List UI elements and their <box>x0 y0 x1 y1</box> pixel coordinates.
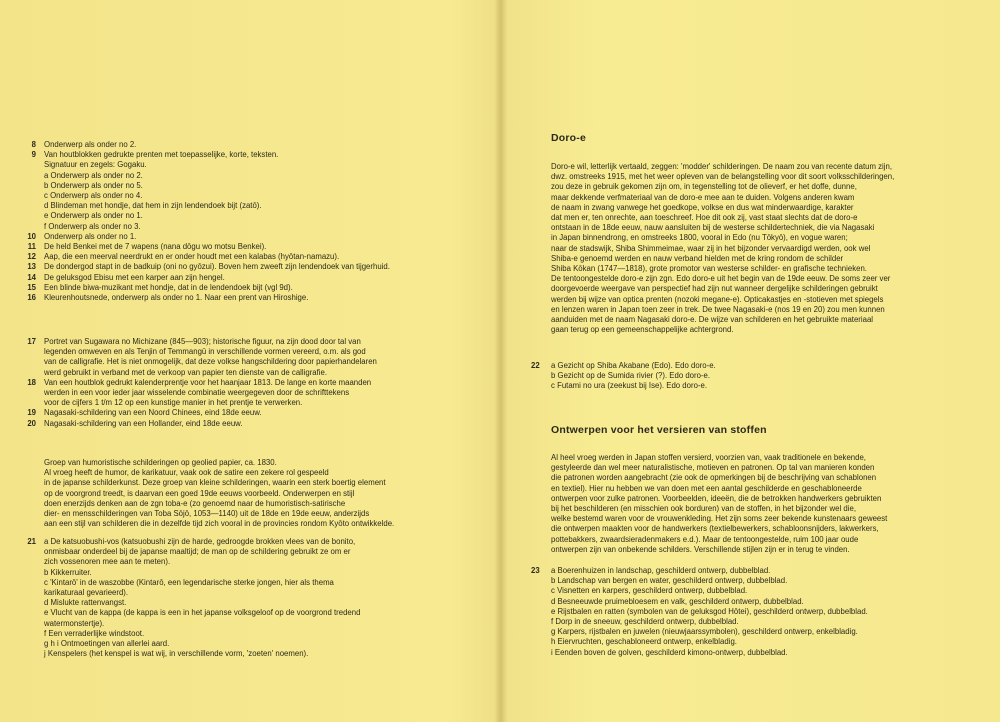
text-line: Portret van Sugawara no Michizane (845—903); historische figuur, na zijn dood door tal van <box>44 337 361 346</box>
entry-text <box>44 337 377 378</box>
text-line: welke bestemd waren voor de vrouwenkleding. Het zijn soms zeer bekende kunstenaars geweest <box>551 514 888 524</box>
text-line: Van een houtblok gedrukt kalenderprentje voor het haanjaar 1813. De lange en korte maanden <box>44 377 372 387</box>
text-line: aan een stijl van schilderen die in dezelfde tijd zich vooral in de provincies rondom Kyōto ontwikkelde. <box>44 519 395 529</box>
text-line: pottebakkers, zwaardsieradenmakers e.d.). Maar de tentoongestelde, ruim 100 jaar oude <box>551 534 859 544</box>
text-line: de naam in zwang vanwege het goedkope, volkse en dus wat minderwaardige, karakter <box>551 202 854 212</box>
text-line: d Blindeman met hondje, dat hem in zijn lendendoek bijt (zatō). <box>44 201 262 211</box>
text-line: ontstaan in de 18de eeuw, nauw aansluiten bij de westerse schildertechniek, die via Nagasaki <box>551 223 875 233</box>
text-line: a De katsuobushi-vos (katsuobushi zijn de harde, gedroogde brokken vlees van de bonito, <box>44 537 356 546</box>
entry-21-list <box>44 537 360 659</box>
text-line: maar dekkende verfmateriaal van de doro-e mee aan te duiden. Volgens anderen kwam <box>551 192 855 202</box>
text-line: j Kenspelers (het kenspel is wat wij, in verschillende vorm, 'zoeten' noemen). <box>44 649 309 659</box>
text-line: f Onderwerp als onder no 3. <box>44 221 141 231</box>
entry-23-list <box>551 566 868 658</box>
entry-number: 12 <box>27 252 36 262</box>
left-page <box>0 0 497 722</box>
text-line: ontwerpen zijn van onbekende schilders. Verschillende stijlen zijn er in terug te vinden. <box>551 544 850 554</box>
text-line: werden bij wijze van optica prenten (nozoki megane-e). Opticakastjes en -stotieven met spiegels <box>551 294 884 304</box>
text-line: a Onderwerp als onder no 2. <box>44 170 143 180</box>
entry-number: 17 <box>27 337 36 346</box>
text-line: c Onderwerp als onder no 4. <box>44 191 143 200</box>
entry-text <box>44 140 136 150</box>
text-line: h Eiervruchten, geschabloneerd ontwerp, enkelbladig. <box>551 637 737 647</box>
heading-doro-e: Doro-e <box>551 132 587 144</box>
right-page <box>503 0 1000 722</box>
text-line: gaan terug op een gemeenschappelijke achtergrond. <box>551 325 734 335</box>
entry-number: 21 <box>27 537 36 546</box>
text-line: gestyleerde dan wel meer naturalistische, motieven en patronen. Op tal van manieren konden <box>551 463 875 473</box>
text-line: Nagasaki-schildering van een Hollander, eind 18de eeuw. <box>44 418 243 428</box>
text-line: c Futami no ura (zeekust bij Ise). Edo doro-e. <box>551 381 708 391</box>
text-line: dat men er, ten onrechte, aan toeschreef. Hoe dit ook zij, vast staat slechts dat de doro-e <box>551 213 858 223</box>
entry-text <box>44 293 308 303</box>
entry-text <box>44 242 266 252</box>
text-line: g Karpers, rijstbalen en juwelen (nieuwjaarssymbolen), geschilderd ontwerp, enkelbladig. <box>551 627 858 637</box>
text-line: naar de stadswijk, Shiba Shimmeimae, waar zij in het bijzonder vervaardigd werden, ook wel <box>551 243 871 253</box>
text-line: in de japanse schilderkunst. Deze groep van kleine schilderingen, waarin een sterk boertig element <box>44 478 386 488</box>
text-line: d Besneeuwde pruimebloesem en valk, geschilderd ontwerp, dubbelblad. <box>551 596 804 606</box>
text-line: zich vossenoren mee aan te meten). <box>44 557 171 567</box>
text-line: a Boerenhuizen in landschap, geschilderd ontwerp, dubbelblad. <box>551 566 771 575</box>
entry-text <box>44 419 243 429</box>
text-line: Nagasaki-schildering van een Noord Chinees, eind 18de eeuw. <box>44 408 262 418</box>
text-line: i Eenden boven de golven, geschilderd kimono-ontwerp, dubbelblad. <box>551 647 788 657</box>
entry-number: 9 <box>31 150 36 160</box>
entry-number-22: 22 <box>531 361 540 370</box>
text-line: De tentoongestelde doro-e zijn zgn. Edo doro-e uit het begin van de 19de eeuw. De soms zeer ver <box>551 274 891 284</box>
text-line: Kleurenhoutsnede, onderwerp als onder no 1. Naar een prent van Hiroshige. <box>44 293 309 302</box>
text-line: b Onderwerp als onder no 5. <box>44 180 143 190</box>
text-line: doorgevoerde weergave van perspectief had zijn nut wanneer dergelijke schilderingen gebruikt <box>551 284 878 294</box>
text-line: b Gezicht op de Sumida rivier (?). Edo doro-e. <box>551 371 711 381</box>
text-line: Al vroeg heeft de humor, de karikatuur, vaak ook de satire een zekere rol gespeeld <box>44 468 329 478</box>
entry-number: 19 <box>27 408 36 418</box>
humor-group-intro <box>44 458 394 529</box>
text-line: Onderwerp als onder no 1. <box>44 231 137 241</box>
text-line: b Kikkerruiter. <box>44 567 92 577</box>
text-line: die ontwerpen maakten voor de handwerkers (textielbewerkers, schabloonsnijders, lakwerkers, <box>551 524 879 534</box>
entry-number: 15 <box>27 282 36 292</box>
text-line: doen enerzijds denken aan de zgn toba-e (zo genoemd naar de humoristisch-satirische <box>44 498 346 508</box>
entry-text <box>44 273 225 283</box>
text-line: van de calligrafie. Het is niet onmogelijk, dat deze volkse hangschildering door papierhandelaren <box>44 357 377 367</box>
text-line: Signatuur en zegels: Gogaku. <box>44 160 147 170</box>
entry-text <box>44 150 278 232</box>
text-line: Doro-e wil, letterlijk vertaald, zeggen: 'modder' schilderingen. De naam zou van recente datum zijn, <box>551 162 893 171</box>
text-line: De held Benkei met de 7 wapens (nana dōgu wo motsu Benkei). <box>44 242 267 251</box>
stoffen-paragraph <box>551 453 887 555</box>
text-line: De geluksgod Ebisu met een karper aan zijn hengel. <box>44 272 225 282</box>
text-line: g h i Ontmoetingen van allerlei aard. <box>44 639 170 649</box>
text-line: e Rijstbalen en ratten (symbolen van de geluksgod Hōtei), geschilderd ontwerp, dubbelblad. <box>551 606 868 616</box>
text-line: e Vlucht van de kappa (de kappa is een in het japanse volksgeloof op de voorgrond tredend <box>44 608 361 618</box>
text-line: Shiba Kōkan (1747—1818), grote promotor van westerse schilder- en grafische technieken. <box>551 264 867 274</box>
text-line: ontwerpen voor zulke patronen. Voorbeelden, ideeën, die de betrokken handwerkers gebruikten <box>551 493 882 503</box>
text-line: b Landschap van bergen en water, geschilderd ontwerp, dubbelblad. <box>551 576 788 586</box>
text-line: Aap, die een meerval neerdrukt en er onder houdt met een kalabas (hyōtan-namazu). <box>44 252 340 262</box>
text-line: e Onderwerp als onder no 1. <box>44 211 143 221</box>
doro-e-paragraph <box>551 162 894 335</box>
text-line: Groep van humoristische schilderingen op geolied papier, ca. 1830. <box>44 458 277 467</box>
entry-number: 20 <box>27 418 36 428</box>
text-line: dier- en mensschilderingen van Toba Sōjō, 1053—1140) uit de 18de en 19de eeuw, anderzijds <box>44 509 370 519</box>
entry-number: 10 <box>27 231 36 241</box>
entry-text <box>44 283 293 293</box>
text-line: a Gezicht op Shiba Akabane (Edo). Edo doro-e. <box>551 361 716 370</box>
text-line: Al heel vroeg werden in Japan stoffen versierd, voorzien van, vaak traditionele en bekende, <box>551 453 866 462</box>
text-line: werden in een voor ieder jaar wisselende combinatie weergegeven door de schrifttekens <box>44 388 350 397</box>
text-line: Shiba-e genoemd werden en nauw verband hielden met de kring rondom de schilder <box>551 253 844 263</box>
entry-text <box>44 252 339 262</box>
text-line: Onderwerp als onder no 2. <box>44 140 137 149</box>
text-line: f Een verraderlijke windstoot. <box>44 628 145 638</box>
text-line: karikaturaal gevarieerd). <box>44 588 129 598</box>
entry-number-23: 23 <box>531 566 540 575</box>
entry-number: 11 <box>27 242 36 251</box>
text-line: onmisbaar onderdeel bij de japanse maaltijd; de man op de schildering gebruikt ze om er <box>44 547 351 557</box>
text-line: f Dorp in de sneeuw, geschilderd ontwerp, dubbelblad. <box>551 617 739 627</box>
entry-text <box>44 262 390 272</box>
text-line: d Mislukte rattenvangst. <box>44 598 127 608</box>
text-line: aanduiden met de naam Nagasaki doro-e. De wijze van schilderen en het gebruikte materiaal <box>551 315 874 325</box>
text-line: en lenzen waren in Japan toen zeer in trek. De twee Nagasaki-e (nos 19 en 20) zou men kunnen <box>551 304 885 314</box>
text-line: Van houtblokken gedrukte prenten met toepasselijke, korte, teksten. <box>44 150 279 160</box>
text-line: voor de cijfers 1 t/m 12 op een kunstige manier in het prentje te verwerken. <box>44 398 303 408</box>
entry-number: 18 <box>27 377 36 387</box>
entry-text <box>44 408 262 418</box>
text-line: Een blinde biwa-muzikant met hondje, dat in de lendendoek bijt (vgl 9d). <box>44 282 293 292</box>
text-line: in Japan binnendrong, en omstreeks 1800, vooral in Edo (nu Tōkyō), en vogue waren; <box>551 233 848 243</box>
text-line: zou deze in gebruik gekomen zijn om, in tegenstelling tot de olieverf, er het doffe, dunne, <box>551 182 857 192</box>
text-line: c Visnetten en karpers, geschilderd ontwerp, dubbelblad. <box>551 586 748 596</box>
text-line: De dondergod stapt in de badkuip (oni no gyōzui). Boven hem zweeft zijn lendendoek van tijgerhuid. <box>44 262 390 272</box>
text-line: die patronen worden aangebracht (zie ook de opmerkingen bij de beschrijving van schablonen <box>551 473 877 483</box>
entry-22-list <box>551 361 716 392</box>
entry-text <box>44 232 136 242</box>
text-line: bij het beschilderen (en misschien ook borduren) van de stoffen, in het bijzonder wel die, <box>551 504 856 514</box>
entry-number: 8 <box>31 140 36 149</box>
text-line: c 'Kintarō' in de waszobbe (Kintarō, een legendarische sterke jongen, hier als thema <box>44 577 334 587</box>
entry-number: 14 <box>27 272 36 282</box>
text-line: en textiel). Hier nu hebben we van doen met een aantal geschilderde en geschabloneerde <box>551 483 862 493</box>
text-line: werd gebruikt in verband met de verkoop van papier ten dienste van de calligrafie. <box>44 367 328 377</box>
text-line: dwz. omstreeks 1915, met het weer opleven van de belangstelling voor dit soort volksschilderingen, <box>551 172 895 182</box>
entry-number: 16 <box>27 293 36 302</box>
entry-number: 13 <box>27 262 36 272</box>
text-line: watermonstertje). <box>44 618 105 628</box>
text-line: legenden omweven en als Tenjin of Temmangū in verschillende vormen vereerd, o.m. als god <box>44 347 366 357</box>
entry-text <box>44 378 371 409</box>
text-line: op de voorgrond treedt, is daarvan een goed 19de eeuws voorbeeld. Onderwerpen en stijl <box>44 488 355 498</box>
heading-stoffen: Ontwerpen voor het versieren van stoffen <box>551 424 767 436</box>
